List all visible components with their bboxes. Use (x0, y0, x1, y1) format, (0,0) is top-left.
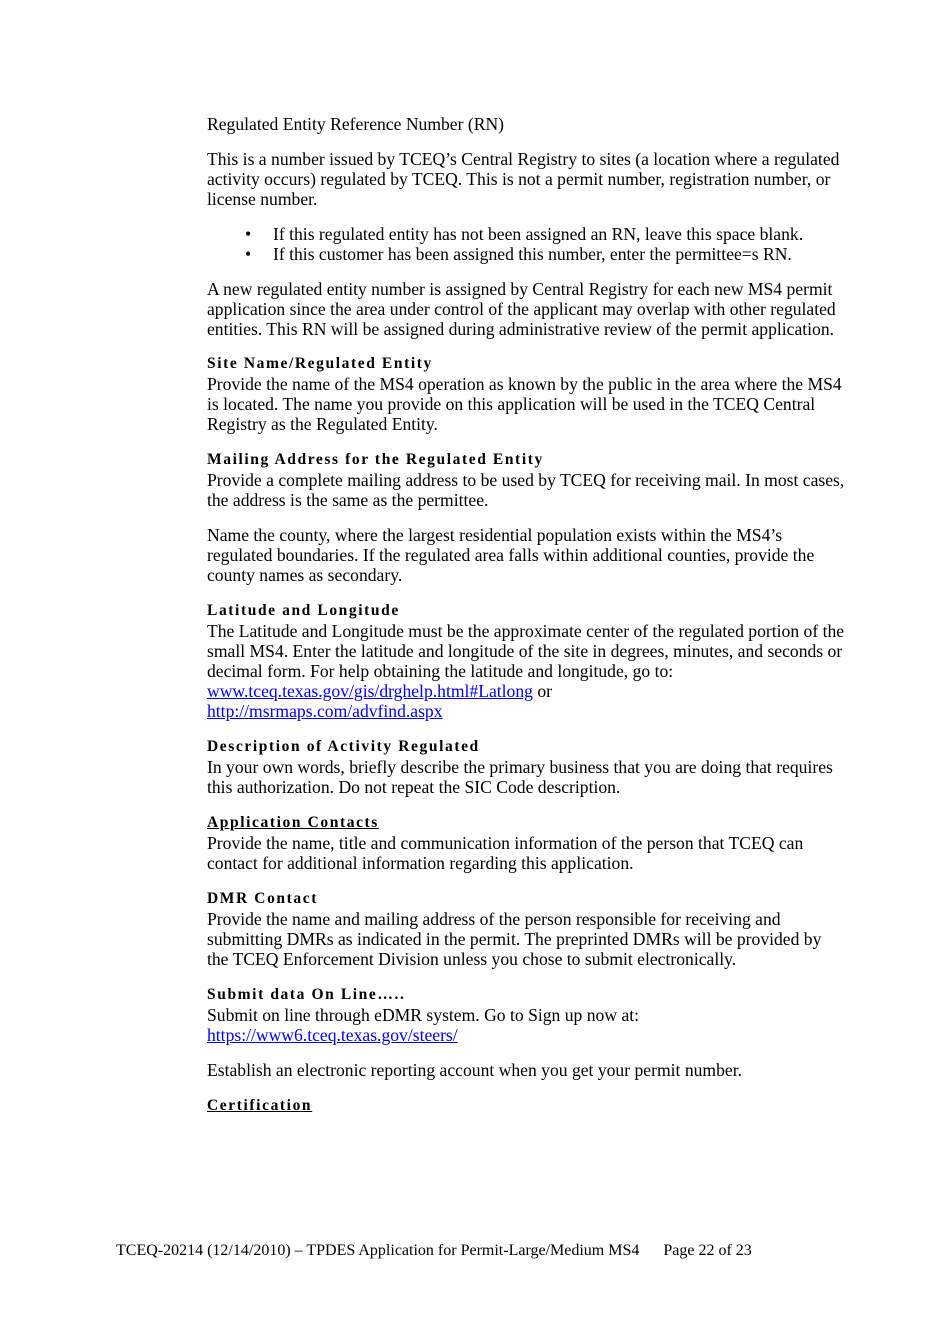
document-body (207, 114, 847, 1132)
app-contacts-body: Provide the name, title and communication information of the person that TCEQ can contact for additional information regarding this application. (207, 833, 804, 873)
mailing-body: Provide a complete mailing address to be used by TCEQ for receiving mail. In most cases, the address is the same as the permittee. (207, 470, 845, 510)
footer-form-id: TCEQ-20214 (12/14/2010) – TPDES Application for Permit-Large/Medium MS4 (116, 1242, 640, 1259)
submit-establish: Establish an electronic reporting account when you get your permit number. (207, 1060, 742, 1080)
description-heading: Description of Activity Regulated (207, 738, 480, 755)
msrmaps-link[interactable]: http://msrmaps.com/advfind.aspx (207, 701, 443, 721)
description-section (207, 737, 847, 797)
certification-heading: Certification (207, 1097, 313, 1114)
steers-link-line (207, 1025, 847, 1045)
site-name-section (207, 354, 847, 434)
footer-page-number: Page 22 of 23 (663, 1242, 752, 1259)
rn-title: Regulated Entity Reference Number (RN) (207, 114, 505, 134)
description-body: In your own words, briefly describe the primary business that you are doing that requires this authorization. Do not repeat the SIC Code description. (207, 757, 833, 797)
page-footer (116, 1241, 836, 1261)
latlong-or: or (532, 681, 552, 701)
list-item: • If this regulated entity has not been assigned an RN, leave this space blank. (273, 224, 847, 244)
list-item: • If this customer has been assigned this number, enter the permittee=s RN. (273, 244, 847, 264)
submit-heading: Submit data On Line….. (207, 986, 406, 1003)
app-contacts-heading: Application Contacts (207, 814, 379, 831)
site-name-heading: Site Name/Regulated Entity (207, 355, 433, 372)
app-contacts-section (207, 813, 847, 873)
rn-bullet-list (207, 224, 847, 264)
certification-section (207, 1096, 847, 1116)
submit-body: Submit on line through eDMR system. Go to Sign up now at: (207, 1005, 640, 1025)
site-name-body: Provide the name of the MS4 operation as known by the public in the area where the MS4 is located. The name you provide on this application will be used in the TCEQ Central Registry as the Regulated Entity. (207, 374, 842, 434)
rn-note: A new regulated entity number is assigned by Central Registry for each new MS4 permit application since the area under control of the applicant may overlap with other regulated entities. This RN will be assigned during administrative review of the permit application. (207, 279, 836, 339)
dmr-section (207, 889, 847, 969)
mailing-heading: Mailing Address for the Regulated Entity (207, 451, 544, 468)
dmr-body: Provide the name and mailing address of the person responsible for receiving and submitting DMRs as indicated in the permit. The preprinted DMRs will be provided by the TCEQ Enforcement Division unless you chose to submit electronically. (207, 909, 822, 969)
latlong-body (207, 621, 847, 721)
mailing-county: Name the county, where the largest residential population exists within the MS4’s regulated boundaries. If the regulated area falls within additional counties, provide the county names as secondary. (207, 525, 815, 585)
latlong-link[interactable]: www.tceq.texas.gov/gis/drghelp.html#Latlong (207, 681, 533, 701)
mailing-section (207, 450, 847, 585)
submit-section (207, 985, 847, 1080)
rn-intro: This is a number issued by TCEQ’s Central Registry to sites (a location where a regulated activity occurs) regulated by TCEQ. This is not a permit number, registration number, or license number. (207, 149, 840, 209)
steers-link[interactable]: https://www6.tceq.texas.gov/steers/ (207, 1025, 458, 1045)
dmr-heading: DMR Contact (207, 890, 319, 907)
latlong-section (207, 601, 847, 721)
latlong-heading: Latitude and Longitude (207, 602, 400, 619)
latlong-text: The Latitude and Longitude must be the approximate center of the regulated portion of the small MS4. Enter the latitude and longitude of the site in degrees, minutes, and seconds or decimal form. For help obtaining the latitude and longitude, go to: (207, 621, 845, 681)
